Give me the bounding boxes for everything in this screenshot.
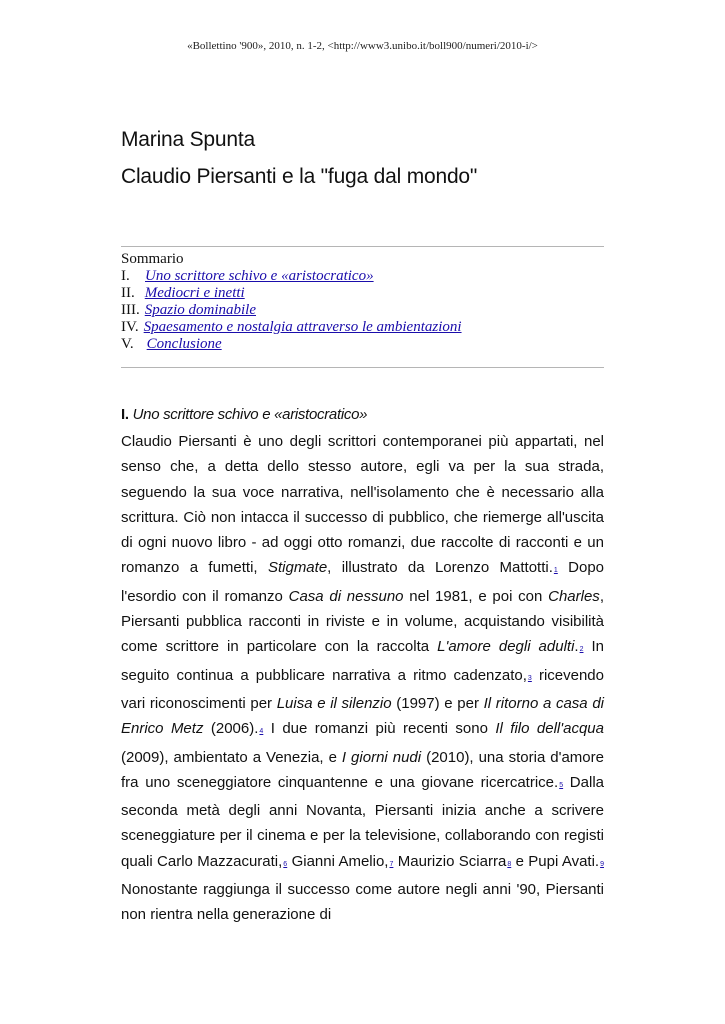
toc-item [121,302,604,319]
toc-item-number: III. [121,302,140,318]
work-title: Luisa e il silenzio [276,694,392,712]
toc-item [121,319,604,336]
toc-item-number: V. [121,336,134,352]
work-title: Casa di nessuno [288,587,404,605]
text-run: (2010), una storia d'amore fra uno sceneggiatore cinquantenne e una giovane ricercatrice. [121,748,604,791]
text-run: , illustrato da Lorenzo Mattotti. [327,559,553,577]
work-title: Il filo dell'acqua [495,720,604,738]
section-title: Uno scrittore schivo e «aristocratico» [132,406,368,423]
footnote-link-2[interactable]: 2 [579,646,584,654]
section-number: I. [121,406,129,423]
footnote-link-7[interactable]: 7 [389,860,394,868]
footnote-link-8[interactable]: 8 [507,860,512,868]
text-run: Nonostante raggiunga il successo come autore negli anni '90, Piersanti non rientra nella generazione di [121,881,604,924]
toc-link-section-1[interactable]: Uno scrittore schivo e «aristocratico» [145,268,374,284]
footnote-link-9[interactable]: 9 [600,860,604,868]
work-title: Stigmate [267,559,328,577]
toc-item-number: II. [121,285,135,301]
footnote-link-6[interactable]: 6 [283,860,288,868]
toc-link-section-2[interactable]: Mediocri e inetti [144,285,245,301]
toc-item [121,268,604,285]
toc-heading: Sommario [121,251,184,267]
text-run: nel 1981, e poi con [403,587,549,605]
author-name: Marina Spunta [121,128,255,151]
text-run: (2006). [203,720,259,738]
section-heading [121,406,367,423]
work-title: Charles [548,587,600,605]
text-run: Claudio Piersanti è uno degli scrittori contemporanei più appartati, nel senso che, a detta dello stesso autore, egli va per la sua strada, seguendo la sua voce narrativa, nell'isolamento che è necessario alla scrittura. Ciò non intacca il successo di pubblico, che riemerge all'uscita di ogni nuovo libro - ad oggi otto romanzi, due raccolte di racconti e un romanzo a fumetti, [121,433,604,577]
work-title: Il ritorno a casa di Enrico Metz [121,694,604,738]
title-block [121,128,606,189]
work-title: L'amore degli adulti [437,638,575,656]
text-run: Maurizio Sciarra [393,852,507,870]
toc-item-number: IV. [121,319,139,335]
divider-bottom [121,367,604,368]
text-run: Dopo l'esordio con il romanzo [121,559,604,605]
text-run: (2009), ambientato a Venezia, e [121,748,342,766]
text-run: Gianni Amelio, [287,852,389,870]
footnote-link-3[interactable]: 3 [527,674,532,682]
toc-link-section-3[interactable]: Spazio dominabile [144,302,256,318]
toc-link-section-4[interactable]: Spaesamento e nostalgia attraverso le ambientazioni [143,319,462,335]
text-run: . [574,638,579,656]
text-run: ricevendo vari riconoscimenti per [121,666,604,712]
text-run: In seguito continua a pubblicare narrativa a ritmo cadenzato, [121,638,604,684]
text-run: (1997) e per [391,694,484,712]
toc-link-section-5[interactable]: Conclusione [146,336,222,352]
toc-item [121,336,604,353]
work-title: I giorni nudi [341,748,422,766]
toc-item [121,285,604,302]
table-of-contents [121,251,604,353]
text-run: Dalla seconda metà degli anni Novanta, Piersanti inizia anche a scrivere sceneggiature per il cinema e per la televisione, collaborando con registi quali Carlo Mazzacurati, [121,773,604,870]
footnote-link-1[interactable]: 1 [553,567,558,575]
citation-header: «Bollettino '900», 2010, n. 1-2, <http://www3.unibo.it/boll900/numeri/2010-i/> [187,40,538,52]
footnote-link-4[interactable]: 4 [259,728,264,736]
footnote-link-5[interactable]: 5 [559,781,564,789]
text-run: I due romanzi più recenti sono [263,720,496,738]
text-run: , Piersanti pubblica racconti in riviste e in volume, acquistando visibilità come scrittore in particolare con la raccolta [121,587,604,656]
text-run: e Pupi Avati. [511,852,600,870]
body-paragraph [121,429,604,928]
toc-item-number: I. [121,268,130,284]
divider-top [121,246,604,247]
article-title: Claudio Piersanti e la "fuga dal mondo" [121,165,478,188]
